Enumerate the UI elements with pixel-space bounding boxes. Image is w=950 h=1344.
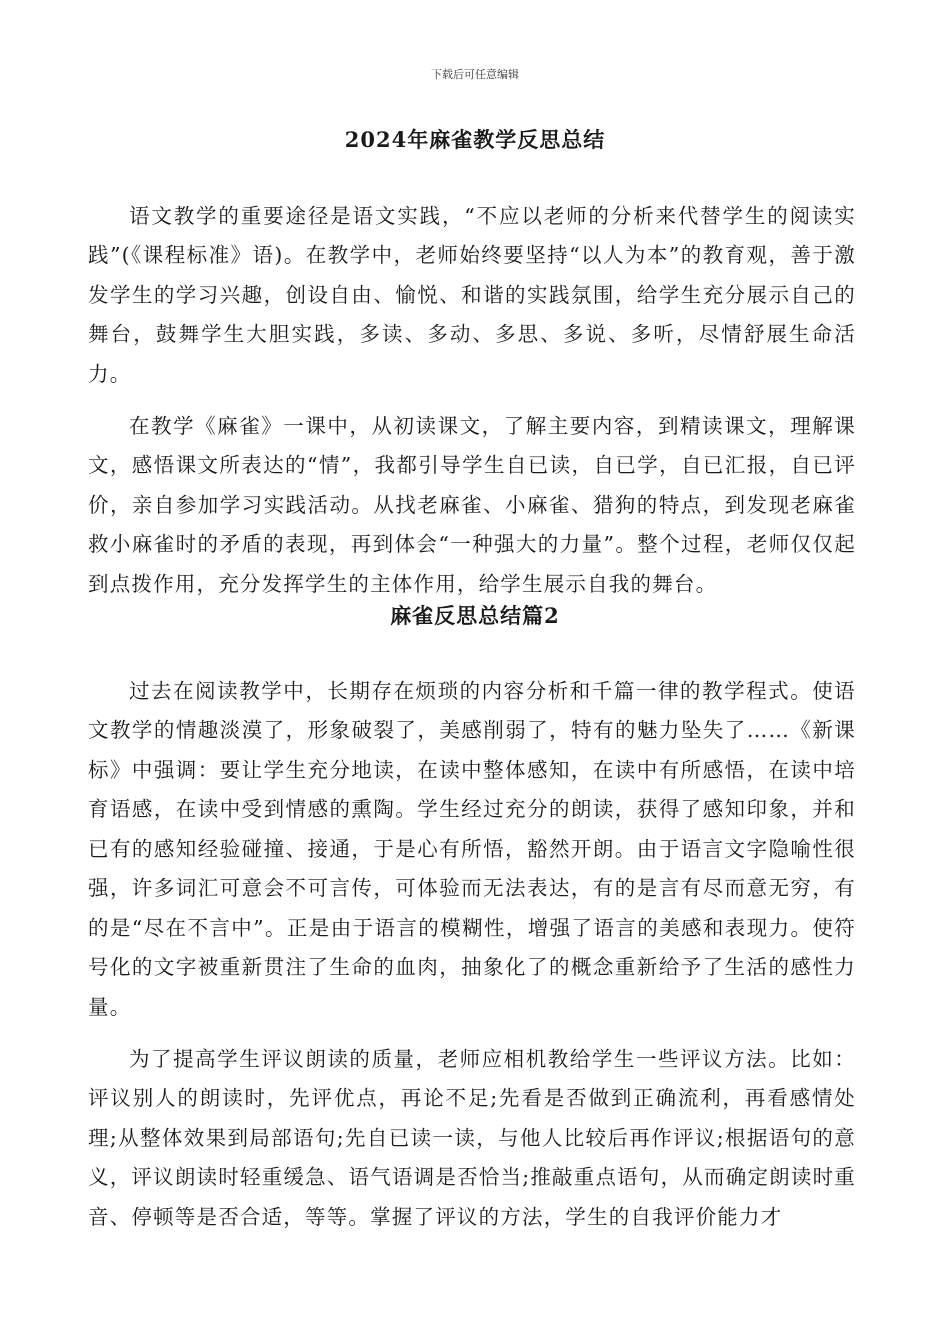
header-note: 下载后可任意编辑 — [431, 68, 519, 81]
paragraph: 在教学《麻雀》一课中，从初读课文，了解主要内容，到精读课文，理解课文，感悟课文所表达的“情”，我都引导学生自已读，自已学，自已汇报，自已评价，亲自参加学习实践活动。从找老麻雀、小麻雀、猎狗的特点，到发现老麻雀救小麻雀时的矛盾的表现，再到体会“一种强大的力量”。整个过程，老师仅仅起到点拨作用，充分发挥学生的主体作用，给学生展示自我的舞台。 — [88, 413, 856, 596]
paragraph: 过去在阅读教学中，长期存在烦琐的内容分析和千篇一律的教学程式。使语文教学的情趣淡漠了，形象破裂了，美感削弱了，特有的魅力坠失了……《新课标》中强调：要让学生充分地读，在读中整体感知，在读中有所感悟，在读中培育语感，在读中受到情感的熏陶。学生经过充分的朗读，获得了感知印象，并和已有的感知经验碰撞、接通，于是心有所悟，豁然开朗。由于语言文字隐喻性很强，许多词汇可意会不可言传，可体验而无法表达，有的是言有尽而意无穷，有的是“尽在不言中”。正是由于语言的模糊性，增强了语言的美感和表现力。使符号化的文字被重新贯注了生命的血肉，抽象化了的概念重新给予了生活的感性力量。 — [88, 678, 856, 1019]
paragraph: 为了提高学生评议朗读的质量，老师应相机教给学生一些评议方法。比如：评议别人的朗读时，先评优点，再论不足;先看是否做到正确流利，再看感情处理;从整体效果到局部语句;先自已读一读，与他人比较后再作评议;根据语句的意义，评议朗读时轻重缓急、语气语调是否恰当;推敲重点语句，从而确定朗读时重音、停顿等是否合适，等等。掌握了评议的方法，学生的自我评价能力才 — [88, 1046, 856, 1229]
paragraph: 语文教学的重要途径是语文实践，“不应以老师的分析来代替学生的阅读实践”(《课程标准》语)。在教学中，老师始终要坚持“以人为本”的教育观，善于激发学生的学习兴趣，创设自由、愉悦、和谐的实践氛围，给学生充分展示自己的舞台，鼓舞学生大胆实践，多读、多动、多思、多说、多听，尽情舒展生命活力。 — [88, 203, 856, 386]
document-title: 2024年麻雀教学反思总结 — [344, 127, 606, 152]
section-title: 麻雀反思总结篇2 — [390, 603, 560, 628]
